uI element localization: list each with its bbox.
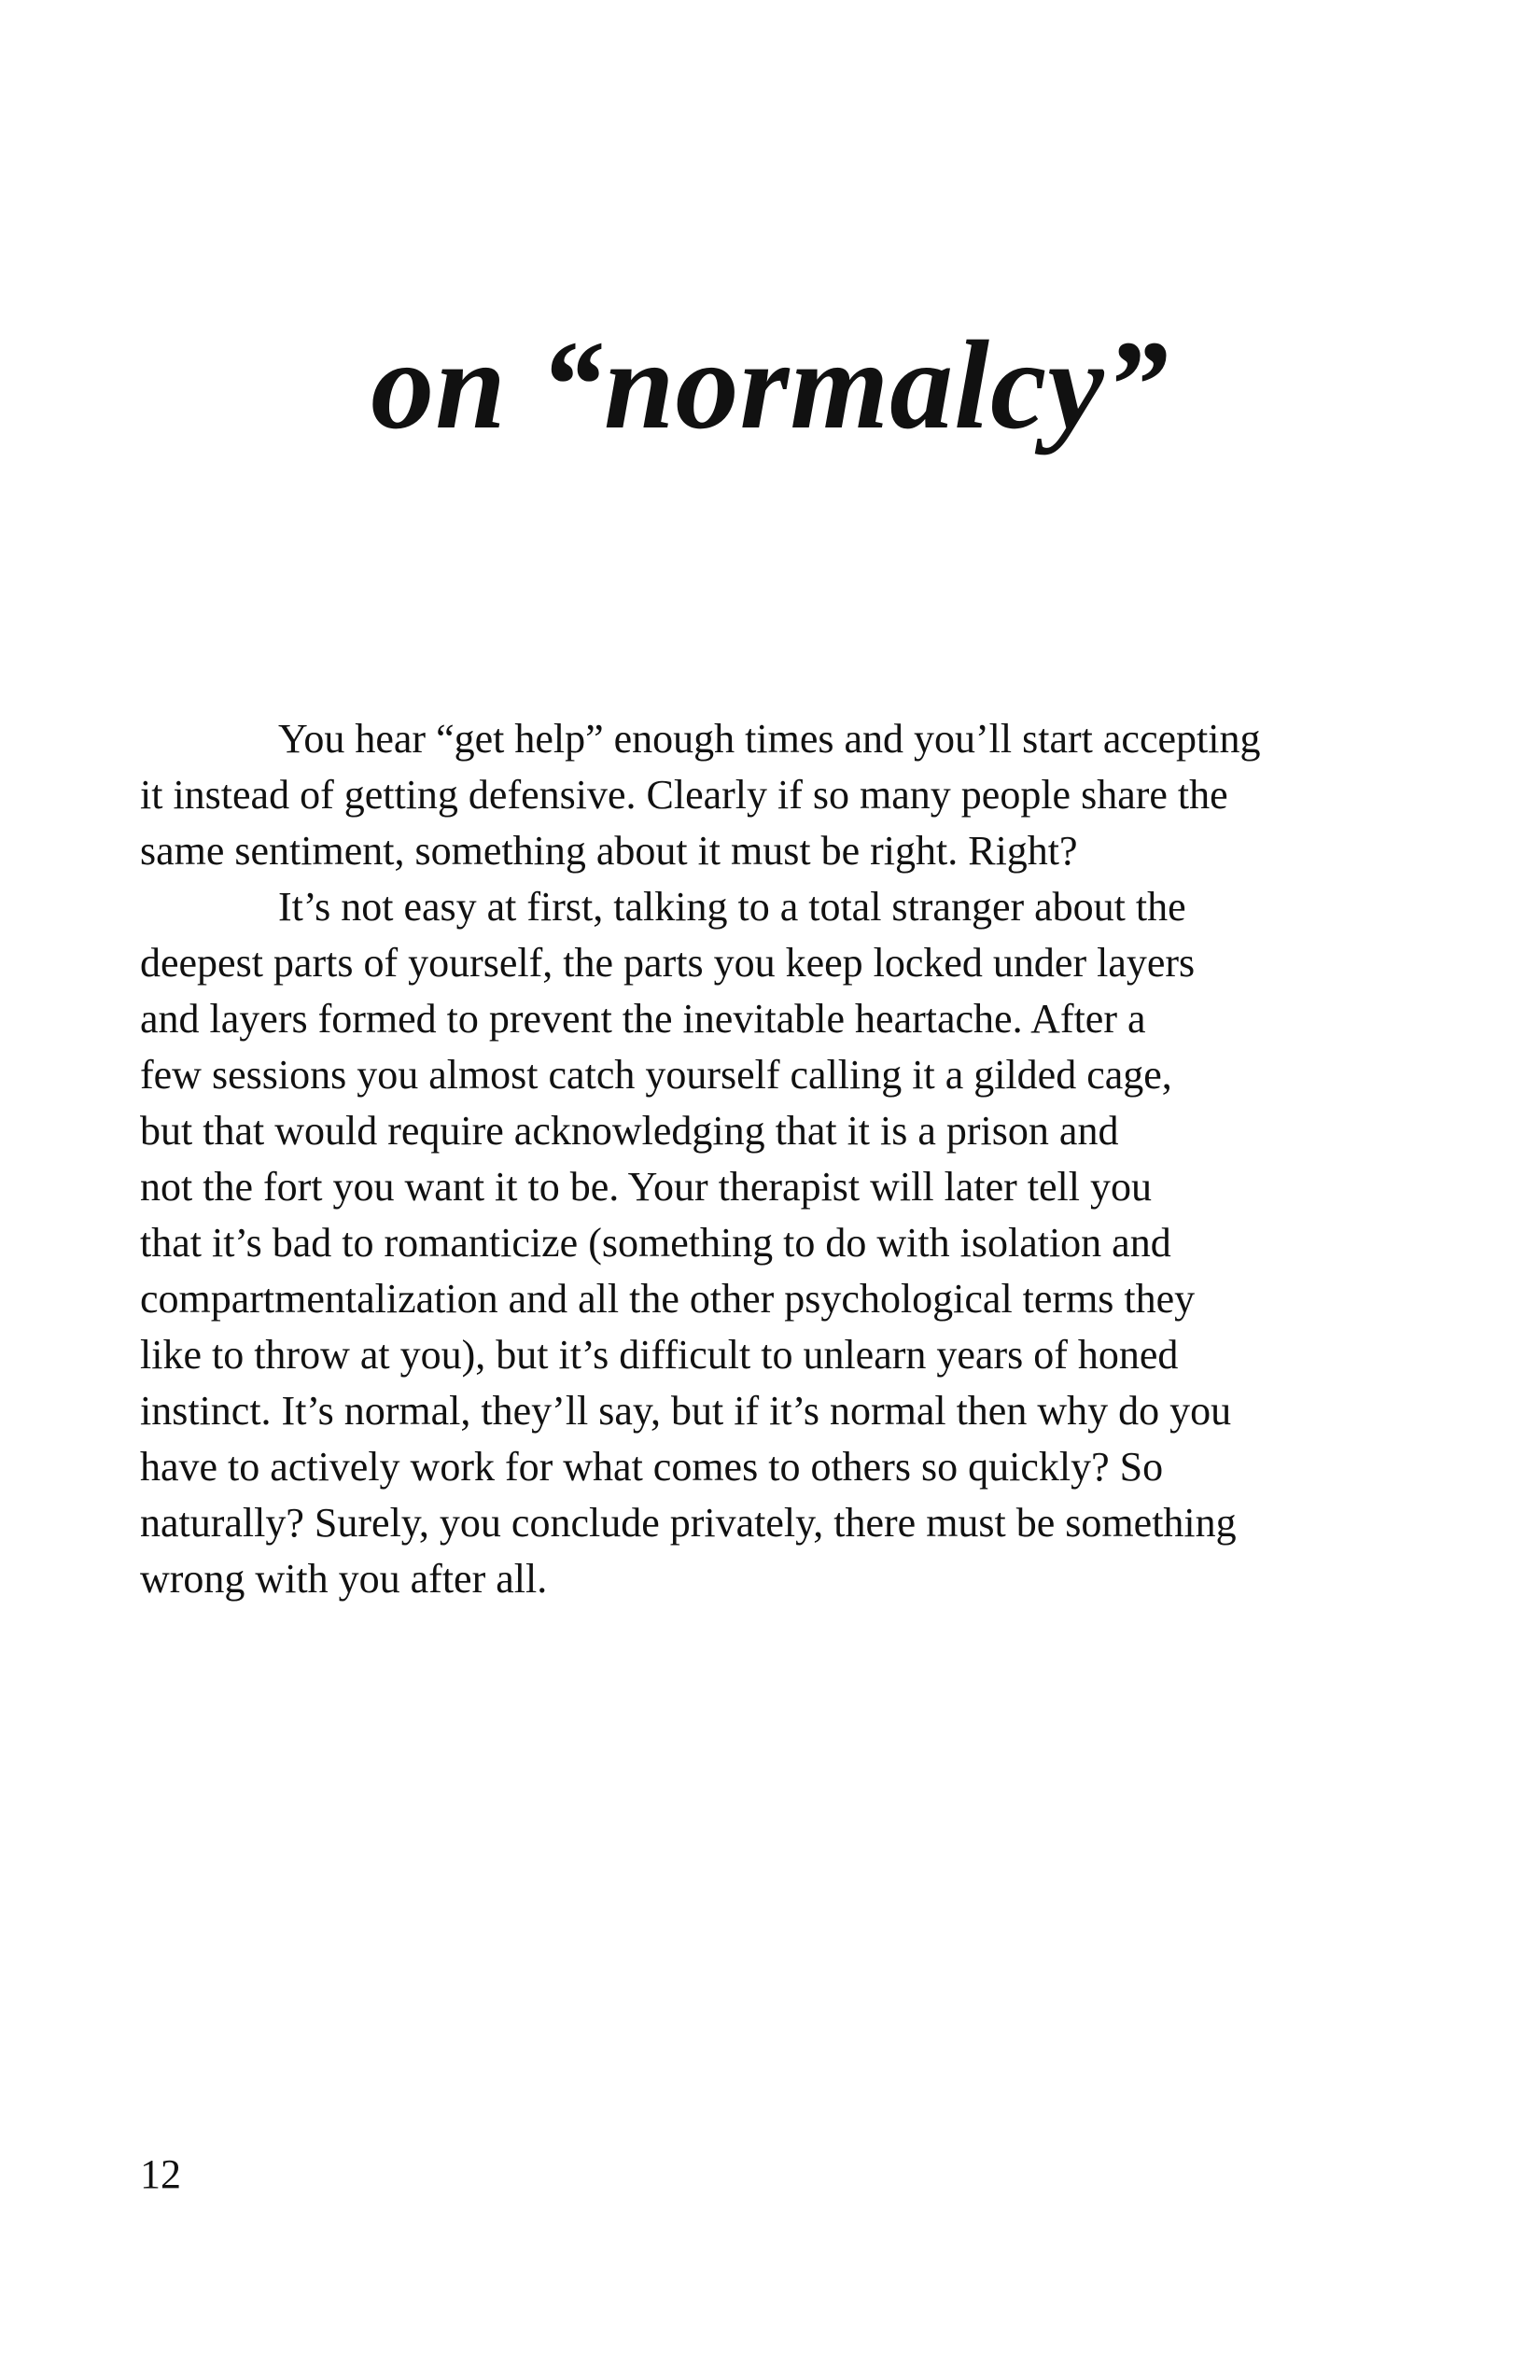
paragraph-2-line-7: that it’s bad to romanticize (something to do with isolation and: [140, 1220, 1171, 1266]
paragraph-2-line-9: like to throw at you), but it’s difficult to unlearn years of honed: [140, 1332, 1179, 1378]
paragraph-2-line-3: and layers formed to prevent the inevitable heartache. After a: [140, 996, 1146, 1042]
paragraph-2-line-13: wrong with you after all.: [140, 1556, 548, 1602]
paragraph-1-line-2: it instead of getting defensive. Clearly if so many people share the: [140, 772, 1228, 818]
paragraph-2-line-1: It’s not easy at first, talking to a total stranger about the: [278, 884, 1186, 930]
chapter-body: [140, 711, 1391, 1607]
chapter-title: on “normalcy”: [371, 315, 1169, 455]
paragraph-2-line-4: few sessions you almost catch yourself calling it a gilded cage,: [140, 1052, 1172, 1098]
paragraph-2-line-10: instinct. It’s normal, they’ll say, but if it’s normal then why do you: [140, 1388, 1232, 1434]
paragraph-1-line-1: You hear “get help” enough times and you’ll start accepting: [278, 716, 1261, 762]
paragraph-2-line-6: not the fort you want it to be. Your therapist will later tell you: [140, 1164, 1152, 1210]
paragraph-1-line-3: same sentiment, something about it must be right. Right?: [140, 828, 1078, 874]
paragraph-2-line-8: compartmentalization and all the other psychological terms they: [140, 1276, 1196, 1322]
paragraph-2-line-11: have to actively work for what comes to others so quickly? So: [140, 1444, 1164, 1490]
page-number: 12: [140, 2151, 181, 2197]
paragraph-2-line-5: but that would require acknowledging that it is a prison and: [140, 1108, 1119, 1154]
paragraph-2-line-12: naturally? Surely, you conclude privately, there must be something: [140, 1500, 1237, 1546]
paragraph-2-line-2: deepest parts of yourself, the parts you keep locked under layers: [140, 940, 1196, 986]
